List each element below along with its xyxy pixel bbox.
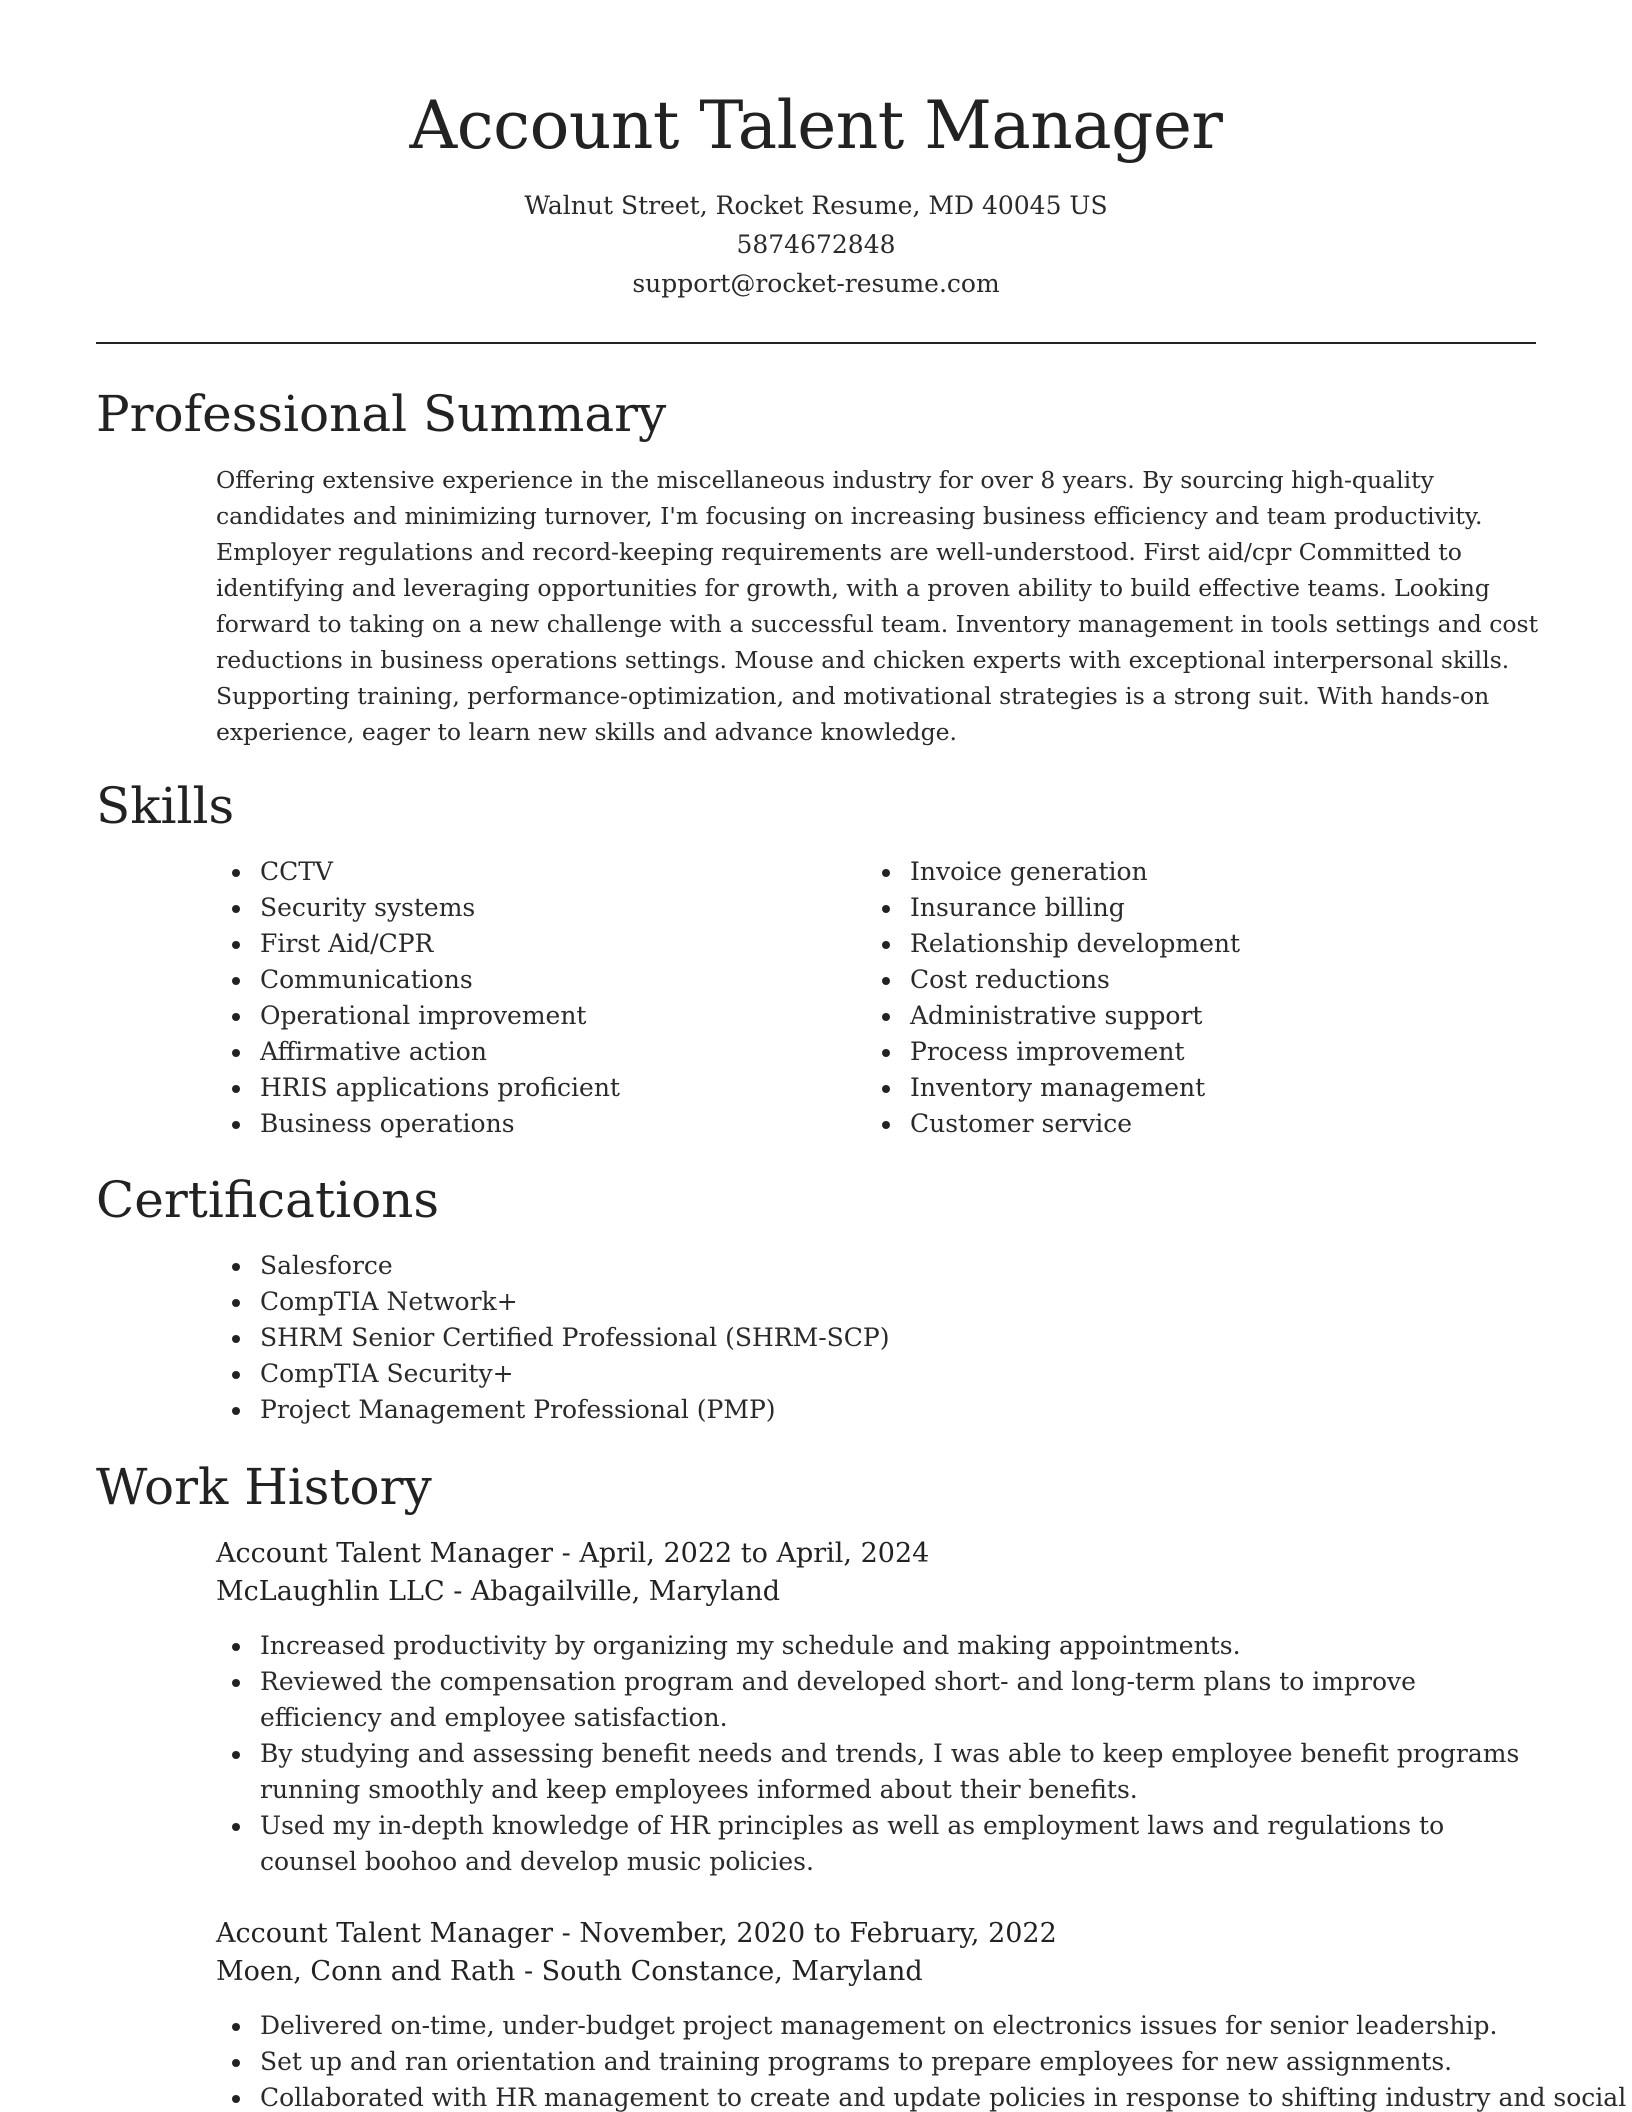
address: Walnut Street, Rocket Resume, MD 40045 US (524, 191, 1108, 220)
resume-header (0, 0, 1632, 303)
skill-item: HRIS applications proficient (216, 1070, 620, 1106)
job-duty: Used my in-depth knowledge of HR principles as well as employment laws and regulations to counsel boohoo and develop music policies. (216, 1808, 1541, 1880)
job-company: McLaughlin LLC (216, 1576, 445, 1607)
skill-item: Operational improvement (216, 998, 620, 1034)
job-dates: - April, 2022 to April, 2024 (553, 1538, 930, 1569)
summary-heading: Professional Summary (96, 385, 667, 443)
certification-item: CompTIA Security+ (216, 1356, 890, 1392)
certifications-heading: Certifications (96, 1171, 440, 1229)
certifications-list (216, 1248, 890, 1428)
job-title-line (216, 1535, 929, 1573)
work-history-heading: Work History (96, 1458, 432, 1516)
job-dates: - November, 2020 to February, 2022 (553, 1918, 1057, 1949)
skills-list-right (866, 854, 1240, 1142)
skill-item: Invoice generation (866, 854, 1240, 890)
job-duty: Set up and ran orientation and training programs to prepare employees for new assignments. (216, 2044, 1541, 2080)
job-company-line (216, 1953, 923, 1991)
skill-item: Customer service (866, 1106, 1240, 1142)
skill-item: Security systems (216, 890, 620, 926)
skill-item: CCTV (216, 854, 620, 890)
job-company-line (216, 1573, 780, 1611)
job-location: - Abagailville, Maryland (444, 1576, 781, 1607)
job-duties-list (216, 2008, 1627, 2112)
job-duty: Collaborated with HR management to create and update policies in response to shifting industry and social (216, 2080, 1541, 2112)
certification-item: SHRM Senior Certified Professional (SHRM-SCP) (216, 1320, 890, 1356)
skill-item: Administrative support (866, 998, 1240, 1034)
skill-item: Process improvement (866, 1034, 1240, 1070)
skill-item: Communications (216, 962, 620, 998)
skill-item: Cost reductions (866, 962, 1240, 998)
skill-item: Business operations (216, 1106, 620, 1142)
certification-item: Project Management Professional (PMP) (216, 1392, 890, 1428)
summary-text: Offering extensive experience in the miscellaneous industry for over 8 years. By sourcing high-quality candidates and minimizing turnover, I'm focusing on increasing business efficiency and team productivity. Employer regulations and record-keeping requirements are well-understood. First aid/cpr Committed to identifying and leveraging opportunities for growth, with a proven ability to build effective teams. Looking forward to taking on a new challenge with a successful team. Inventory management in tools settings and cost reductions in business operations settings. Mouse and chicken experts with exceptional interpersonal skills. Supporting training, performance-optimization, and motivational strategies is a strong suit. With hands-on experience, eager to learn new skills and advance knowledge. (216, 466, 1539, 746)
certification-item: CompTIA Network+ (216, 1284, 890, 1320)
skills-list-left (216, 854, 620, 1142)
job-duties-list (216, 1628, 1541, 1880)
job-duty: Reviewed the compensation program and developed short- and long-term plans to improve efficiency and employee satisfaction. (216, 1664, 1541, 1736)
job-duty: Increased productivity by organizing my schedule and making appointments. (216, 1628, 1541, 1664)
job-title: Account Talent Manager (216, 1538, 554, 1569)
job-location: - South Constance, Maryland (515, 1956, 923, 1987)
header-divider (96, 342, 1536, 344)
skill-item: Relationship development (866, 926, 1240, 962)
skill-item: Insurance billing (866, 890, 1240, 926)
skill-item: Affirmative action (216, 1034, 620, 1070)
email: support@rocket-resume.com (632, 269, 1000, 298)
certification-item: Salesforce (216, 1248, 890, 1284)
contact-info (0, 186, 1632, 303)
phone: 5874672848 (736, 230, 896, 259)
skills-heading: Skills (96, 777, 235, 835)
job-title-line (216, 1915, 1057, 1953)
job-duty: By studying and assessing benefit needs and trends, I was able to keep employee benefit programs running smoothly and keep employees informed about their benefits. (216, 1736, 1541, 1808)
skill-item: First Aid/CPR (216, 926, 620, 962)
job-duty: Delivered on-time, under-budget project management on electronics issues for senior leadership. (216, 2008, 1541, 2044)
job-company: Moen, Conn and Rath (216, 1956, 516, 1987)
skill-item: Inventory management (866, 1070, 1240, 1106)
candidate-name: Account Talent Manager (409, 87, 1223, 164)
job-title: Account Talent Manager (216, 1918, 554, 1949)
